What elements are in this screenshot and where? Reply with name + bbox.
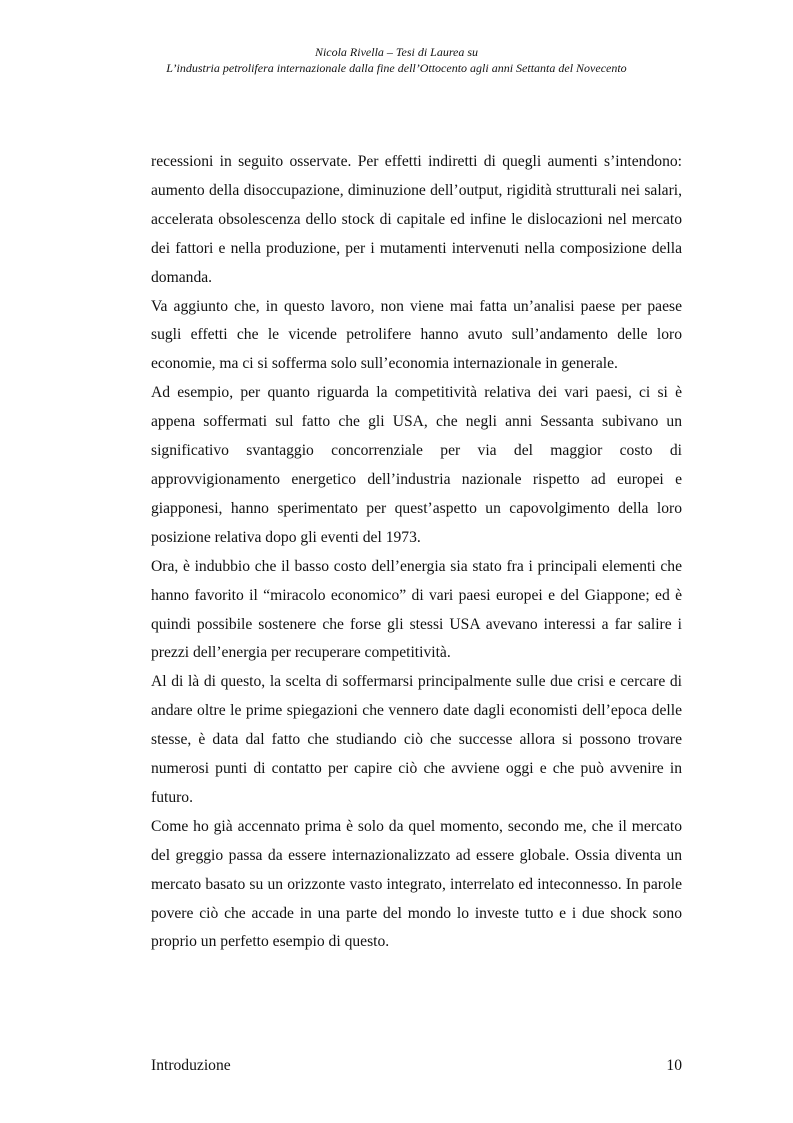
paragraph: Al di là di questo, la scelta di soffermarsi principalmente sulle due crisi e cercare di andare oltre le prime spiegazioni che vennero date dagli economisti dell’epoca delle stesse, è data dal fatto che studiando ciò che successe allora si possono trovare numerosi punti di contatto per capire ciò che avviene oggi e che può avvenire in futuro. xyxy=(151,673,682,806)
paragraph: recessioni in seguito osservate. Per effetti indiretti di quegli aumenti s’intendono: aumento della disoccupazione, diminuzione dell’output, rigidità strutturali nei salari, accelerata obsolescenza dello stock di capitale ed infine le dislocazioni nel mercato dei fattori e nella produzione, per i mutamenti intervenuti nella composizione della domanda. xyxy=(151,153,682,286)
header-author-line: Nicola Rivella – Tesi di Laurea su xyxy=(314,45,479,59)
paragraph: Ad esempio, per quanto riguarda la competitività relativa dei vari paesi, ci si è appena soffermati sul fatto che gli USA, che negli anni Sessanta subivano un significativo svantaggio concorrenziale per via del maggior costo di approvvigionamento energetico dell’industria nazionale rispetto ad europei e giapponesi, hanno sperimentato per quest’aspetto un capovolgimento della loro posizione relativa dopo gli eventi del 1973. xyxy=(151,384,682,546)
footer-section-title: Introduzione xyxy=(151,1057,231,1074)
header-title-line: L’industria petrolifera internazionale dalla fine dell’Ottocento agli anni Settanta del Novecento xyxy=(166,61,627,75)
paragraph: Va aggiunto che, in questo lavoro, non viene mai fatta un’analisi paese per paese sugli effetti che le vicende petrolifere hanno avuto sull’andamento delle loro economie, ma ci si sofferma solo sull’economia internazionale in generale. xyxy=(151,297,682,373)
paragraph: Ora, è indubbio che il basso costo dell’energia sia stato fra i principali elementi che hanno favorito il “miracolo economico” di vari paesi europei e del Giappone; ed è quindi possibile sostenere che forse gli stessi USA avevano interessi a far salire i prezzi dell’energia per recuperare competitività. xyxy=(151,557,682,662)
running-header xyxy=(0,44,793,76)
page-number: 10 xyxy=(666,1057,682,1074)
paragraph: Come ho già accennato prima è solo da quel momento, secondo me, che il mercato del greggio passa da essere internazionalizzato ad essere globale. Ossia diventa un mercato basato su un orizzonte vasto integrato, interrelato ed inteconnesso. In parole povere ciò che accade in una parte del mondo lo investe tutto e i due shock sono proprio un perfetto esempio di questo. xyxy=(151,817,682,951)
body-text xyxy=(151,148,682,957)
